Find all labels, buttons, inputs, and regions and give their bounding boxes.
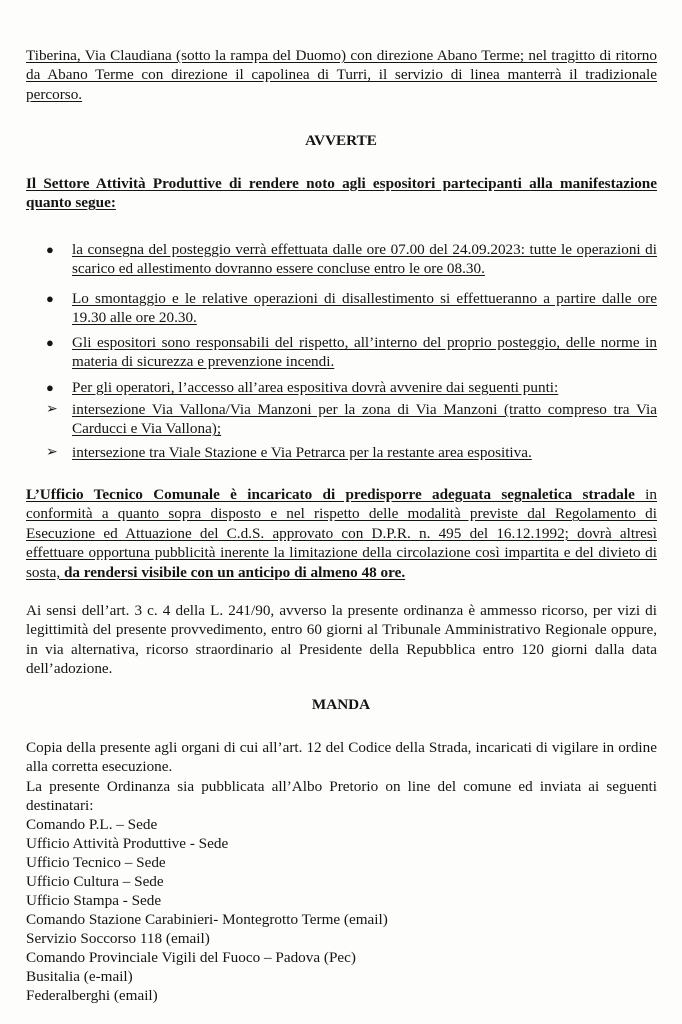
ricorso-paragraph: Ai sensi dell’art. 3 c. 4 della L. 241/90, avverso la presente ordinanza è ammesso ricorso, per vizi di legittimità del presente provvedimento, entro 60 giorni al Tribunale Amministrativo Regionale oppure, in via alternativa, ricorso straordinario al Presidente della Repubblica entro 120 giorni dalla data dell’adozione. [26,602,657,678]
manda-heading: MANDA [311,696,371,713]
avverte-heading: AVVERTE [305,132,377,149]
settore-statement: Il Settore Attività Produttive di rendere noto agli espositori partecipanti alla manifestazione quanto segue: [26,175,657,212]
bullet-text: la consegna del posteggio verrà effettuata dalle ore 07.00 del 24.09.2023: tutte le operazioni di scarico ed allestimento dovranno essere concluse entro le ore 08.30. [72,241,657,278]
arrow-bullet-icon: ➢ [46,402,58,417]
arrow-bullet-icon: ➢ [46,445,58,460]
recipient-item: Ufficio Cultura – Sede [26,873,164,890]
arrow-text: intersezione Via Vallona/Via Manzoni per la zona di Via Manzoni (tratto compreso tra Via Carducci e Via Vallona); [72,401,657,438]
recipient-item: Ufficio Stampa - Sede [26,892,162,909]
bullet-text: Per gli operatori, l’accesso all’area espositiva dovrà avvenire dai seguenti punti: [72,379,559,396]
recipient-item: Ufficio Attività Produttive - Sede [26,835,229,852]
intro-paragraph: Tiberina, Via Claudiana (sotto la rampa del Duomo) con direzione Abano Terme; nel tragitto di ritorno da Abano Terme con direzione il capolinea di Turri, il servizio di linea manterrà il tradizionale percorso. [26,47,657,103]
ufficio-tecnico-middle: in conformità a quanto sopra disposto e nel rispetto delle modalità previste dal Regolamento di Esecuzione ed Attuazione del C.d.S. approvato con D.P.R. n. 495 del 16.12.1992; dovrà altresì effettuare opportuna pubblicità inerente la limitazione della circolazione così impartita e del divieto di sosta, [26,486,657,581]
bullet-icon: ● [46,335,54,350]
recipient-item: Comando Provinciale Vigili del Fuoco – Padova (Pec) [26,949,356,966]
recipient-item: Ufficio Tecnico – Sede [26,854,166,871]
recipient-item: Comando Stazione Carabinieri- Montegrotto Terme (email) [26,911,388,928]
bullet-icon: ● [46,380,54,395]
pubblicata-paragraph: La presente Ordinanza sia pubblicata all’Albo Pretorio on line del comune ed inviata ai seguenti destinatari: [26,778,657,815]
recipient-item: Servizio Soccorso 118 (email) [26,930,210,947]
bullet-text: Lo smontaggio e le relative operazioni di disallestimento si effettueranno a partire dalle ore 19.30 alle ore 20.30. [72,290,657,327]
copia-paragraph: Copia della presente agli organi di cui all’art. 12 del Codice della Strada, incaricati di vigilare in ordine alla corretta esecuzione. [26,739,657,776]
recipient-item: Busitalia (e-mail) [26,968,133,985]
ufficio-tecnico-bold-start: L’Ufficio Tecnico Comunale è incaricato di predisporre adeguata segnaletica stradale [26,486,635,503]
bullet-text: Gli espositori sono responsabili del rispetto, all’interno del proprio posteggio, delle norme in materia di sicurezza e prevenzione incendi. [72,334,657,371]
recipient-item: Federalberghi (email) [26,987,158,1004]
ufficio-tecnico-paragraph [26,485,657,582]
bullet-icon: ● [46,291,54,306]
recipient-item: Comando P.L. – Sede [26,816,158,833]
ufficio-tecnico-bold-end: da rendersi visibile con un anticipo di almeno 48 ore. [60,563,406,581]
arrow-text: intersezione tra Viale Stazione e Via Petrarca per la restante area espositiva. [72,444,532,461]
bullet-icon: ● [46,242,54,257]
